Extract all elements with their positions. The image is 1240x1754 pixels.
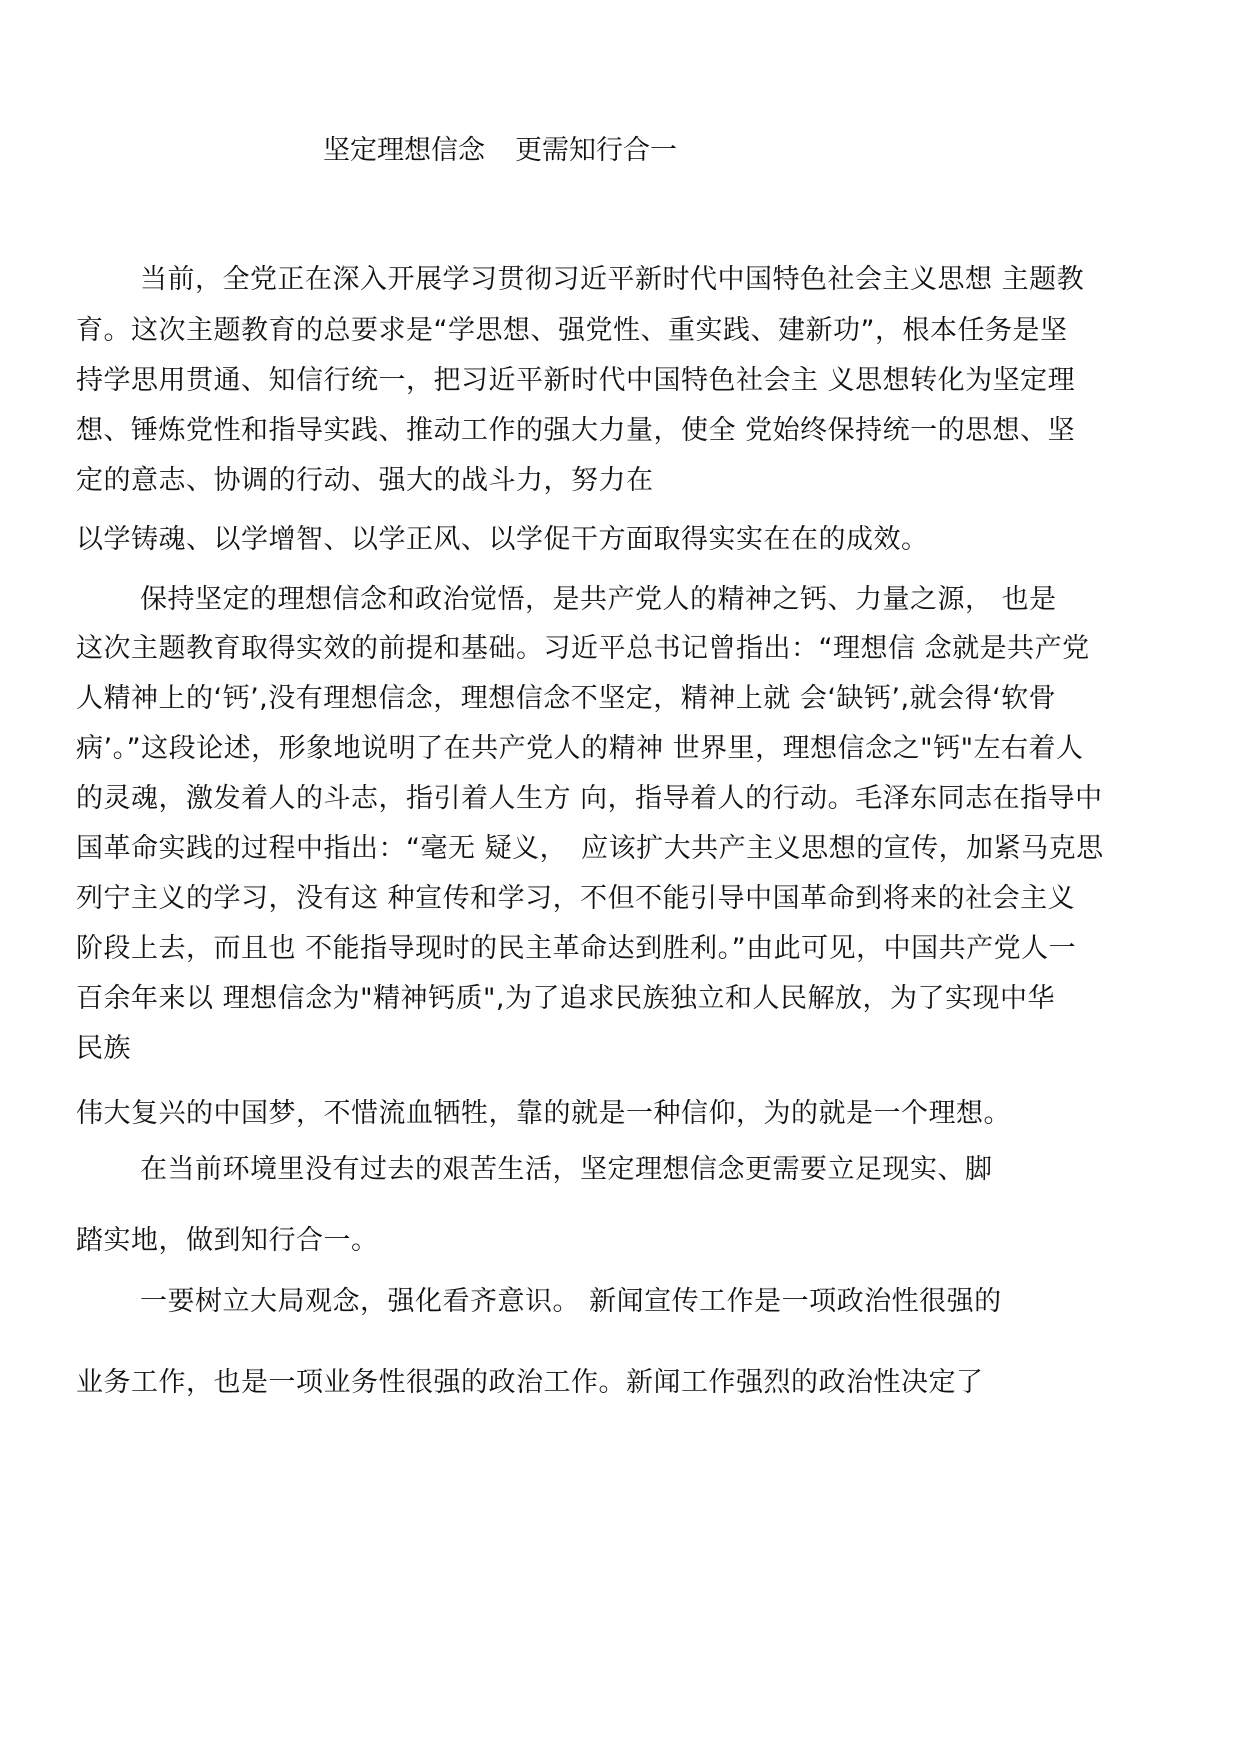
title-part-1: 坚定理想信念 xyxy=(323,135,485,166)
paragraph-line: 列宁主义的学习，没有这 种宣传和学习，不但不能引导中国革命到将来的社会主义 xyxy=(76,883,1076,914)
paragraph-line: 保持坚定的理想信念和政治觉悟，是共产党人的精神之钙、力量之源， 也是 xyxy=(140,584,1057,615)
paragraph-line: 人精神上的‘钙’,没有理想信念，理想信念不坚定，精神上就 会‘缺钙’,就会得‘软骨 xyxy=(76,683,1057,714)
paragraph-line: 持学思用贯通、知信行统一，把习近平新时代中国特色社会主 义思想转化为坚定理 xyxy=(76,365,1076,396)
paragraph-line: 阶段上去，而且也 不能指导现时的民主革命达到胜利。”由此可见，中国共产党人一 xyxy=(76,933,1077,964)
document-title xyxy=(323,131,677,171)
paragraph-line: 在当前环境里没有过去的艰苦生活，坚定理想信念更需要立足现实、脚 xyxy=(140,1154,993,1185)
paragraph-line: 伟大复兴的中国梦，不惜流血牺牲，靠的就是一种信仰，为的就是一个理想。 xyxy=(76,1098,1011,1129)
paragraph-line: 以学铸魂、以学增智、以学正风、以学促干方面取得实实在在的成效。 xyxy=(76,524,929,555)
paragraph-line: 百余年来以 理想信念为"精神钙质",为了追求民族独立和人民解放，为了实现中华 xyxy=(76,983,1056,1014)
paragraph-line: 民族 xyxy=(76,1033,131,1064)
paragraph-line: 业务工作，也是一项业务性很强的政治工作。新闻工作强烈的政治性决定了 xyxy=(76,1367,984,1398)
paragraph-line: 当前，全党正在深入开展学习贯彻习近平新时代中国特色社会主义思想 主题教 xyxy=(140,264,1085,295)
paragraph-line: 定的意志、协调的行动、强大的战斗力，努力在 xyxy=(76,465,654,496)
paragraph-line: 想、锤炼党性和指导实践、推动工作的强大力量，使全 党始终保持统一的思想、坚 xyxy=(76,415,1076,446)
title-part-2: 更需知行合一 xyxy=(515,135,677,166)
paragraph-line: 病’。”这段论述，形象地说明了在共产党人的精神 世界里，理想信念之"钙"左右着人 xyxy=(76,733,1084,764)
paragraph-line: 一要树立大局观念，强化看齐意识。 新闻宣传工作是一项政治性很强的 xyxy=(140,1286,1002,1317)
paragraph-line: 踏实地，做到知行合一。 xyxy=(76,1225,379,1256)
paragraph-line: 这次主题教育取得实效的前提和基础。习近平总书记曾指出：“理想信 念就是共产党 xyxy=(76,633,1090,664)
paragraph-line: 育。这次主题教育的总要求是“学思想、强党性、重实践、建新功”，根本任务是坚 xyxy=(76,315,1068,346)
paragraph-line: 国革命实践的过程中指出：“毫无 疑义， 应该扩大共产主义思想的宣传，加紧马克思 xyxy=(76,833,1104,864)
paragraph-line: 的灵魂，激发着人的斗志，指引着人生方 向，指导着人的行动。毛泽东同志在指导中 xyxy=(76,783,1103,814)
